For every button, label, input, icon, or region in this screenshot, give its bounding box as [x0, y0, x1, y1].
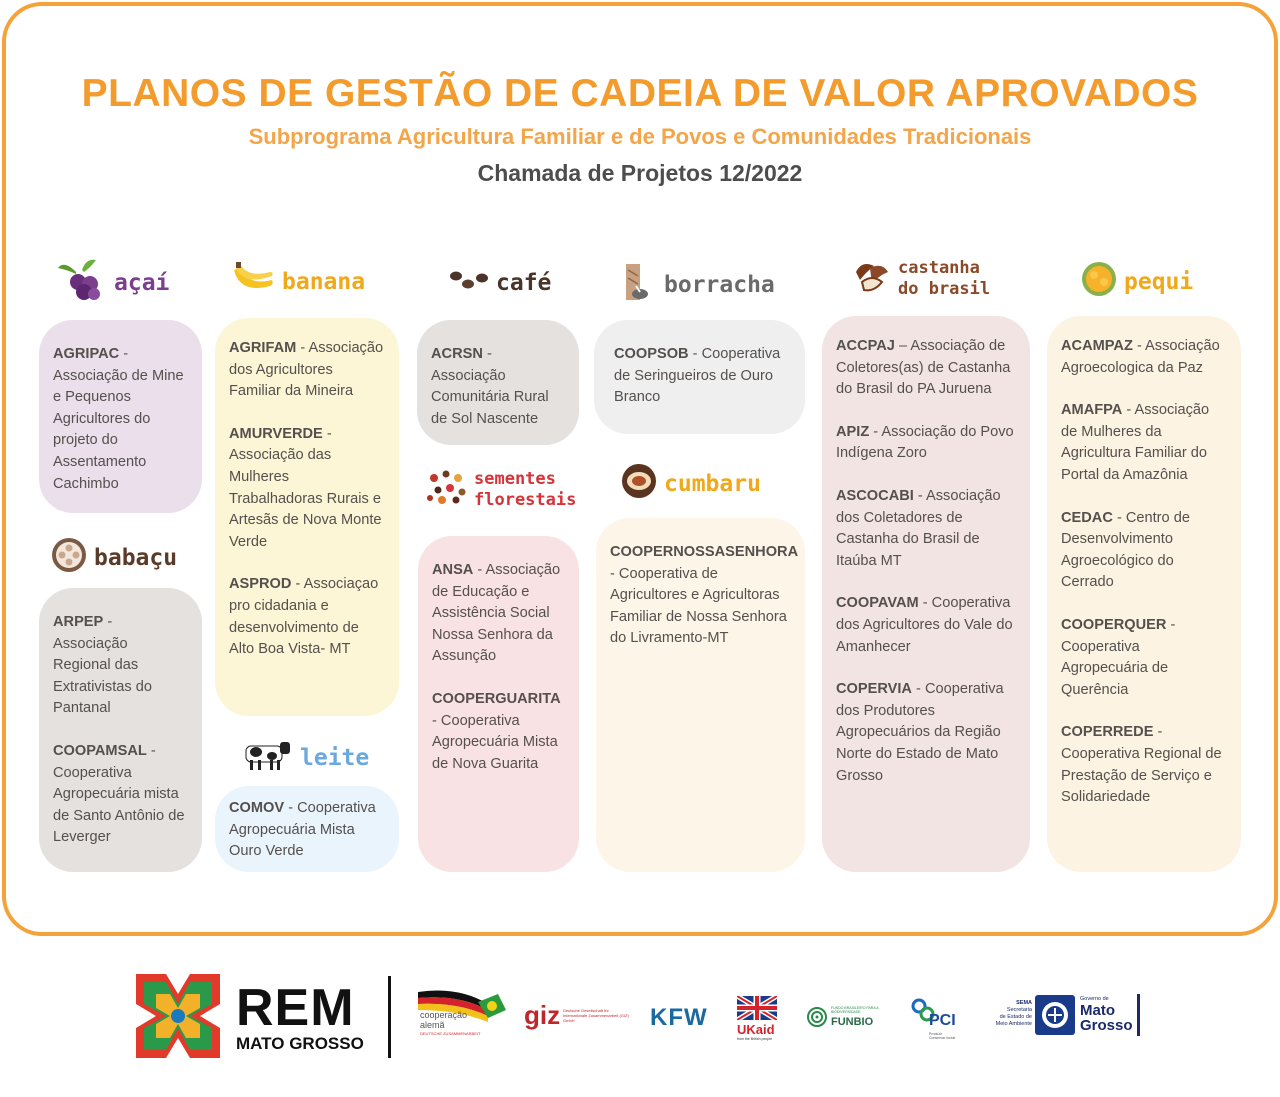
card-sementes: [418, 536, 579, 872]
sema-text: [986, 1000, 1032, 1028]
organization-code: ASPROD: [229, 576, 292, 593]
organization-name: - Cooperativa Agropecuária Mista de Nova Guarita: [432, 712, 558, 772]
seeds-icon: [426, 468, 468, 512]
organization-entry: [836, 336, 1016, 401]
organization-entry: [432, 560, 565, 668]
organization-entry: [53, 344, 188, 495]
organization-name: – Associação de Coletores(as) de Castanha do Brasil do PA Juruena: [836, 338, 1011, 398]
coop-line1: cooperação: [420, 1010, 468, 1020]
organization-code: COOPERNOSSASENHORA: [610, 544, 799, 560]
gov-line1: Governo de: [1080, 996, 1109, 1002]
sema-line3: de Estado de: [999, 1014, 1032, 1020]
organization-code: APIZ: [836, 423, 870, 440]
organization-name: - Associação Agroecologica da Paz: [1061, 338, 1220, 376]
organization-code: ACCPAJ: [836, 338, 895, 354]
coop-line2: alemã: [420, 1020, 445, 1030]
organization-name: - Centro de Desenvolvimento Agroecológico do Cerrado: [1061, 509, 1190, 591]
call-label: Chamada de Projetos 12/2022: [477, 160, 803, 186]
card-banana: [215, 318, 399, 716]
organization-entry: [1061, 722, 1227, 808]
organization-name: - Associação dos Coletadores de Castanha do Brasil de Itaúba MT: [836, 487, 1001, 569]
card-acai: [39, 320, 202, 513]
organization-entry: [431, 344, 565, 430]
organization-code: COMOV: [229, 800, 285, 816]
pci-small: Produzir Conservar Incluir: [929, 1032, 956, 1040]
funbio-small: FUNDO BRASILEIRO PARA A BIODIVERSIDADE: [831, 1006, 879, 1014]
organization-name: - Associação das Mulheres Trabalhadoras Rurais e Artesãs de Nova Monte Verde: [229, 425, 382, 550]
category-castanha-line2: do brasil: [898, 279, 991, 299]
organization-entry: [229, 424, 385, 554]
organization-code: CEDAC: [1061, 509, 1113, 526]
category-sementes: [426, 468, 576, 512]
organization-code: COOPAMSAL: [53, 742, 147, 759]
ukaid-logo: UKaid: [737, 1022, 775, 1037]
organization-entry: [614, 344, 791, 409]
page-subtitle: Subprograma Agricultura Familiar e de Povos e Comunidades Tradicionais: [248, 124, 1032, 149]
organization-name: - Cooperativa dos Agricultores do Vale do Amanhecer: [836, 595, 1013, 655]
card-pequi: [1047, 316, 1241, 872]
card-cafe: [417, 320, 579, 445]
rem-logo-text: REM: [236, 979, 355, 1037]
category-acai-label: açaí: [114, 270, 170, 296]
organization-entry: [53, 741, 188, 849]
organization-entry: [229, 338, 385, 403]
footer-divider: [388, 976, 391, 1058]
category-leite: [240, 738, 369, 778]
acai-icon: [56, 258, 108, 308]
category-cafe-label: café: [496, 270, 552, 296]
category-borracha: [622, 262, 775, 308]
category-sementes-line2: florestais: [474, 490, 577, 510]
ukaid-small: from the British people: [737, 1037, 773, 1041]
organization-name: - Cooperativa Agropecuária mista de Santo Antônio de Leverger: [53, 742, 185, 846]
card-borracha: [594, 320, 805, 434]
organization-entry: [610, 542, 799, 650]
organization-name: - Associação Regional das Extrativistas do Pantanal: [53, 614, 152, 717]
category-pequi: [1080, 260, 1193, 304]
cumbaru-icon: [620, 462, 658, 506]
category-acai: [56, 258, 169, 308]
category-banana: [230, 260, 365, 304]
category-leite-label: leite: [300, 745, 370, 771]
card-cumbaru: [596, 518, 805, 872]
organization-name: - Associação de Educação e Assistência Social Nossa Senhora da Assunção: [432, 562, 561, 665]
coop-line3: DEUTSCHE ZUSAMMENARBEIT: [420, 1031, 481, 1036]
category-babacu-label: babaçu: [94, 545, 178, 571]
organization-entry: [432, 689, 565, 775]
organization-name: - Cooperativa de Seringueiros de Ouro Branco: [614, 346, 781, 406]
category-castanha: [852, 258, 990, 300]
organization-entry: [1061, 615, 1227, 701]
organization-code: AGRIFAM: [229, 340, 297, 356]
category-castanha-line1: castanha: [898, 258, 980, 278]
organization-entry: [229, 798, 385, 863]
organization-name: - Associaçao pro cidadania e desenvolvimento de Alto Boa Vista- MT: [229, 576, 379, 658]
funbio-icon: [806, 1006, 828, 1033]
organization-name: - Associação dos Agricultores Familiar da Mineira: [229, 340, 384, 400]
organization-entry: [1061, 400, 1227, 486]
organization-entry: [836, 422, 1016, 465]
cow-icon: [240, 738, 294, 778]
sema-line2: Secretaria: [1006, 1007, 1032, 1013]
organization-code: COOPAVAM: [836, 595, 919, 612]
babacu-icon: [50, 536, 88, 580]
page-title: PLANOS DE GESTÃO DE CADEIA DE VALOR APROVADOS: [81, 72, 1199, 115]
kfw-logo: KFW: [650, 1004, 708, 1031]
organization-entry: [836, 593, 1016, 658]
organization-entry: [836, 486, 1016, 572]
uk-flag-icon: [737, 996, 777, 1025]
organization-code: COOPSOB: [614, 346, 689, 362]
rem-logo-subtitle: MATO GROSSO: [236, 1034, 364, 1053]
organization-code: COPERREDE: [1061, 724, 1154, 741]
sema-line1: SEMA: [1016, 1000, 1032, 1006]
giz-small: Deutsche Gesellschaft für Internationale Zusammenarbeit (GIZ) GmbH: [563, 1008, 629, 1023]
organization-name: - Associação do Povo Indígena Zoro: [836, 423, 1014, 462]
organization-entry: [229, 574, 385, 660]
organization-entry: [1061, 336, 1227, 379]
organization-name: - Cooperativa de Agricultores e Agricultoras Familiar de Nossa Senhora do Livramento-MT: [610, 565, 787, 647]
sema-line4: Meio Ambiente: [995, 1021, 1032, 1027]
organization-entry: [836, 679, 1016, 787]
organization-name: - Cooperativa Agropecuária de Querência: [1061, 616, 1176, 698]
category-cumbaru-label: cumbaru: [664, 471, 761, 497]
mt-coat-of-arms-icon: [1034, 994, 1076, 1041]
card-leite: [215, 786, 399, 872]
category-pequi-label: pequi: [1124, 269, 1194, 295]
coffee-bean-icon: [448, 266, 490, 300]
organization-code: AMURVERDE: [229, 425, 323, 442]
category-babacu: [50, 536, 177, 580]
organization-name: - Associação de Mine e Pequenos Agricultores do projeto do Assentamento Cachimbo: [53, 346, 184, 492]
category-borracha-label: borracha: [664, 272, 775, 298]
organization-code: ANSA: [432, 562, 474, 578]
card-babacu: [39, 588, 202, 872]
organization-code: AGRIPAC: [53, 346, 120, 362]
organization-code: ASCOCABI: [836, 487, 914, 504]
organization-name: - Cooperativa Agropecuária Mista Ouro Verde: [229, 800, 376, 860]
rubber-tree-icon: [622, 262, 658, 308]
gov-divider: [1137, 994, 1140, 1036]
organization-code: COOPERGUARITA: [432, 690, 561, 707]
funbio-logo: FUNBIO: [831, 1016, 874, 1028]
organization-code: ACRSN: [431, 346, 483, 362]
organization-code: COPERVIA: [836, 681, 912, 698]
organization-entry: [1061, 508, 1227, 594]
giz-logo: giz: [524, 1000, 561, 1030]
organization-name: - Associação Comunitária Rural de Sol Nascente: [431, 346, 549, 427]
category-banana-label: banana: [282, 269, 366, 295]
pci-logo: PCI: [929, 1012, 956, 1029]
category-sementes-line1: sementes: [474, 469, 556, 489]
organization-entry: [53, 612, 188, 720]
gov-line2: Mato: [1080, 1002, 1115, 1019]
organization-name: - Associação de Mulheres da Agricultura Familiar do Portal da Amazônia: [1061, 402, 1210, 483]
gov-line3: Grosso: [1080, 1017, 1133, 1034]
category-cafe: [448, 266, 551, 300]
organization-code: COOPERQUER: [1061, 616, 1167, 633]
brazil-nut-icon: [852, 258, 892, 300]
category-cumbaru: [620, 462, 761, 506]
rem-logo-icon: [136, 974, 220, 1063]
organization-name: - Cooperativa dos Produtores Agropecuários da Região Norte do Estado de Mato Grosso: [836, 681, 1004, 784]
banana-icon: [230, 260, 276, 304]
organization-name: - Cooperativa Regional de Prestação de Serviço e Solidariedade: [1061, 724, 1222, 806]
pequi-icon: [1080, 260, 1118, 304]
organization-code: ARPEP: [53, 614, 104, 630]
footer-logos: [0, 960, 1280, 1070]
organization-code: AMAFPA: [1061, 402, 1123, 419]
card-castanha: [822, 316, 1030, 872]
organization-code: ACAMPAZ: [1061, 338, 1133, 354]
